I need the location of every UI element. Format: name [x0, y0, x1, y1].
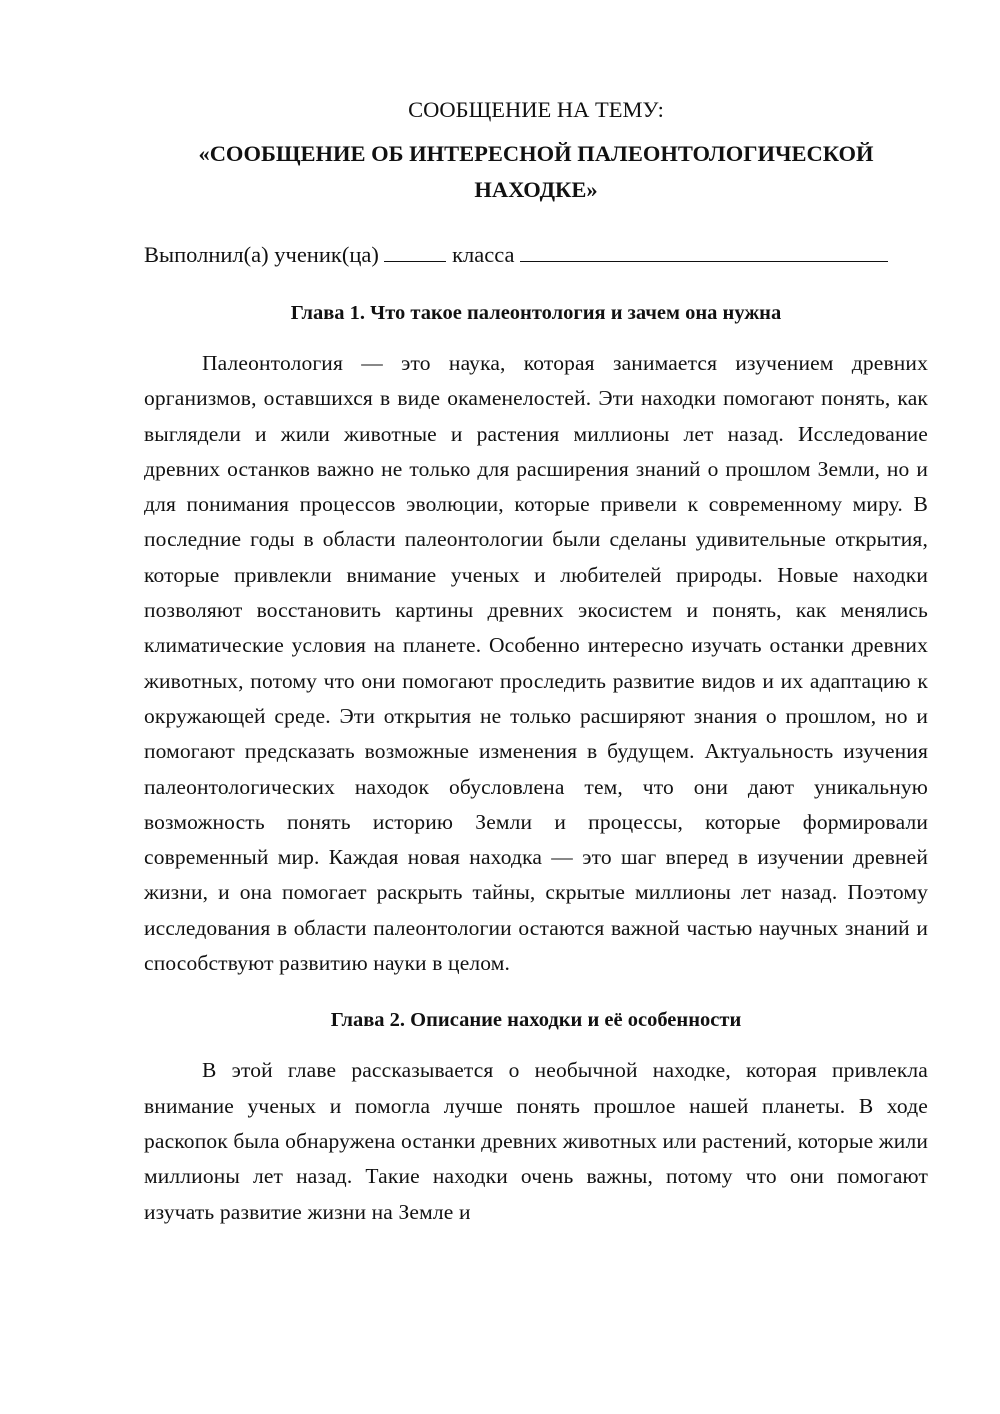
chapter-1-paragraph: Палеонтология — это наука, которая занимается изучением древних организмов, оставшихся в виде окаменелостей. Эти находки помогают понять, как выглядели и жили животные и растения миллионы лет назад. Исследование древних останков важно не только для расширения знаний о прошлом Земли, но и для понимания процессов эволюции, которые привели к современному миру. В последние годы в области палеонтологии были сделаны удивительные открытия, которые привлекли внимание ученых и любителей природы. Новые находки позволяют восстановить картины древних экосистем и понять, как менялись климатические условия на планете. Особенно интересно изучать останки древних животных, потому что они помогают проследить развитие видов и их адаптацию к окружающей среде. Эти открытия не только расширяют знания о прошлом, но и помогают предсказать возможные изменения в будущем. Актуальность изучения палеонтологических находок обусловлена тем, что они дают уникальную возможность понять историю Земли и процессы, которые формировали современный мир. Каждая новая находка — это шаг вперед в изучении древней жизни, и она помогает раскрыть тайны, скрытые миллионы лет назад. Поэтому исследования в области палеонтологии остаются важной частью научных знаний и способствуют развитию науки в целом. [144, 351, 928, 976]
document-header: СООБЩЕНИЕ НА ТЕМУ: [408, 97, 664, 122]
document-topic-title: «СООБЩЕНИЕ ОБ ИНТЕРЕСНОЙ ПАЛЕОНТОЛОГИЧЕСКОЙ НАХОДКЕ» [198, 141, 874, 202]
chapter-2-paragraph: В этой главе рассказывается о необычной находке, которая привлекла внимание ученых и помогла лучше понять прошлое нашей планеты. В ходе раскопок была обнаружена останки древних животных или растений, которые жили миллионы лет назад. Такие находки очень важны, потому что они помогают изучать развитие жизни на Земле и [144, 1058, 928, 1224]
author-line [144, 237, 928, 273]
name-blank-field [520, 239, 888, 262]
class-blank-field [384, 239, 446, 262]
chapter-2-title: Глава 2. Описание находки и её особенности [330, 1009, 742, 1032]
author-prefix: Выполнил(а) ученик(ца) [144, 242, 379, 267]
chapter-1-title: Глава 1. Что такое палеонтология и зачем она нужна [290, 302, 782, 324]
class-label: класса [452, 242, 515, 267]
document-page [144, 92, 928, 1230]
